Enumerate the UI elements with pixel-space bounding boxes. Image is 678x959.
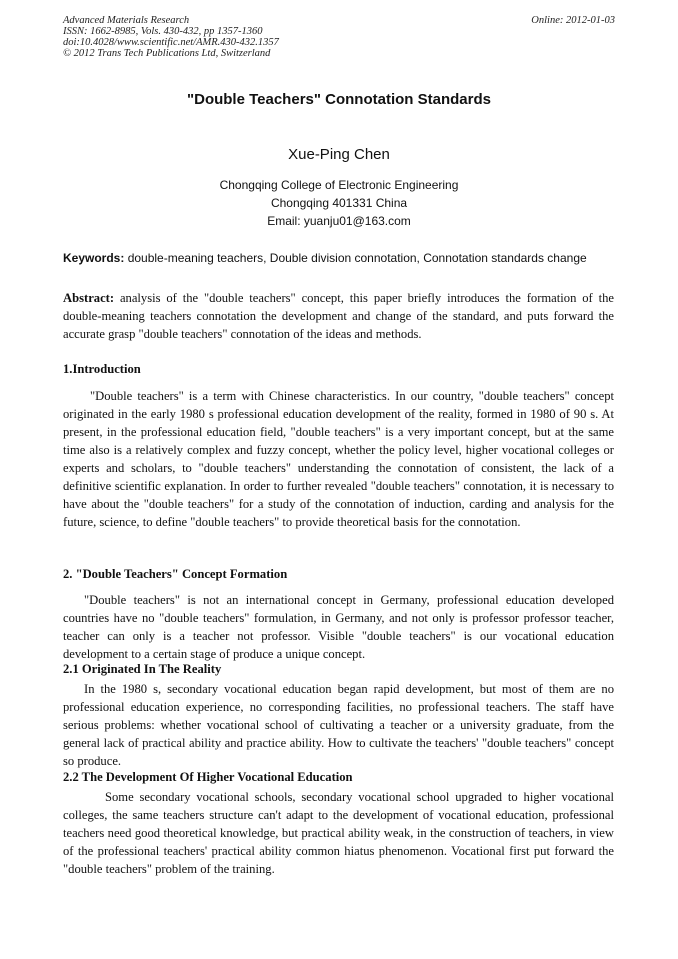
subsection-paragraph-higher-vocational: Some secondary vocational schools, secondary vocational school upgraded to higher vocational colleges, the same teachers structure can't adapt to the development of vocational education, professional teachers need good theoretical knowledge, but practical ability weak, in the construction of teachers, in view of the professional teachers' practical ability common hiatus phenomenon. Vocational first put forward the "double teachers" problem of the training. — [63, 790, 614, 876]
subsection-heading-reality: 2.1 Originated In The Reality — [63, 662, 222, 676]
affiliation-institution: Chongqing College of Electronic Engineering — [219, 178, 459, 192]
journal-copyright: © 2012 Trans Tech Publications Ltd, Switzerland — [63, 48, 271, 59]
section-heading-concept-formation: 2. "Double Teachers" Concept Formation — [63, 567, 288, 581]
section-heading-introduction: 1.Introduction — [63, 362, 141, 376]
keywords-text: double-meaning teachers, Double division connotation, Connotation standards change — [124, 251, 587, 265]
keywords-label: Keywords: — [63, 251, 125, 265]
abstract-text: analysis of the "double teachers" concept, this paper briefly introduces the formation of the double-meaning teachers connotation the development and change of the standard, and puts forward the accurate grasp "double teachers" connotation of the ideas and methods. — [63, 291, 614, 341]
paper-title: "Double Teachers" Connotation Standards — [187, 91, 491, 108]
subsection-paragraph-reality: In the 1980 s, secondary vocational education began rapid development, but most of them are no professional education experience, no corresponding facilities, no professional teachers. The staff have serious problems: whether vocational school of cultivating a teacher or a university graduate, from the general lack of practical ability and practice ability. How to cultivate the teachers' "double teachers" concept so produce. — [63, 682, 614, 768]
journal-doi[interactable]: doi:10.4028/www.scientific.net/AMR.430-432.1357 — [63, 37, 279, 48]
author-name: Xue-Ping Chen — [288, 146, 390, 163]
journal-issn: ISSN: 1662-8985, Vols. 430-432, pp 1357-1360 — [63, 26, 263, 37]
section-paragraph-introduction: "Double teachers" is a term with Chinese characteristics. In our country, "double teachers" concept originated in the early 1980 s professional education development of the reality, formed in 1980 of 90 s. At present, in the professional education field, "double teachers" is a very important concept, but at the same time also is a relatively complex and fuzzy concept, whether the policy level, higher vocational colleges or experts and scholars, to "double teachers" understanding the connotation of consistent, the lack of a definitive scientific explanation. In order to further revealed "double teachers" connotation, it is necessary to have about the "double teachers" for a study of the connotation of induction, carding and analysis for the future, science, to define "double teachers" to provide theoretical basis for the connotation. — [63, 389, 614, 529]
journal-name: Advanced Materials Research — [63, 15, 190, 26]
abstract-label: Abstract: — [63, 291, 115, 305]
keywords — [63, 251, 623, 265]
online-date: Online: 2012-01-03 — [531, 15, 615, 26]
section-paragraph-concept-formation: "Double teachers" is not an international concept in Germany, professional education developed countries have no "double teachers" formulation, in Germany, and not only is professor professor teacher, teacher can only is a teacher not professor. Visible "double teachers" is our vocational education development to a certain stage of produce a unique concept. — [63, 593, 614, 661]
affiliation-address: Chongqing 401331 China — [270, 196, 408, 210]
journal-header — [63, 15, 279, 59]
author-email[interactable]: Email: yuanju01@163.com — [267, 214, 411, 228]
subsection-heading-higher-vocational: 2.2 The Development Of Higher Vocational Education — [63, 770, 353, 784]
abstract — [63, 289, 614, 343]
author-affiliation — [0, 176, 678, 230]
